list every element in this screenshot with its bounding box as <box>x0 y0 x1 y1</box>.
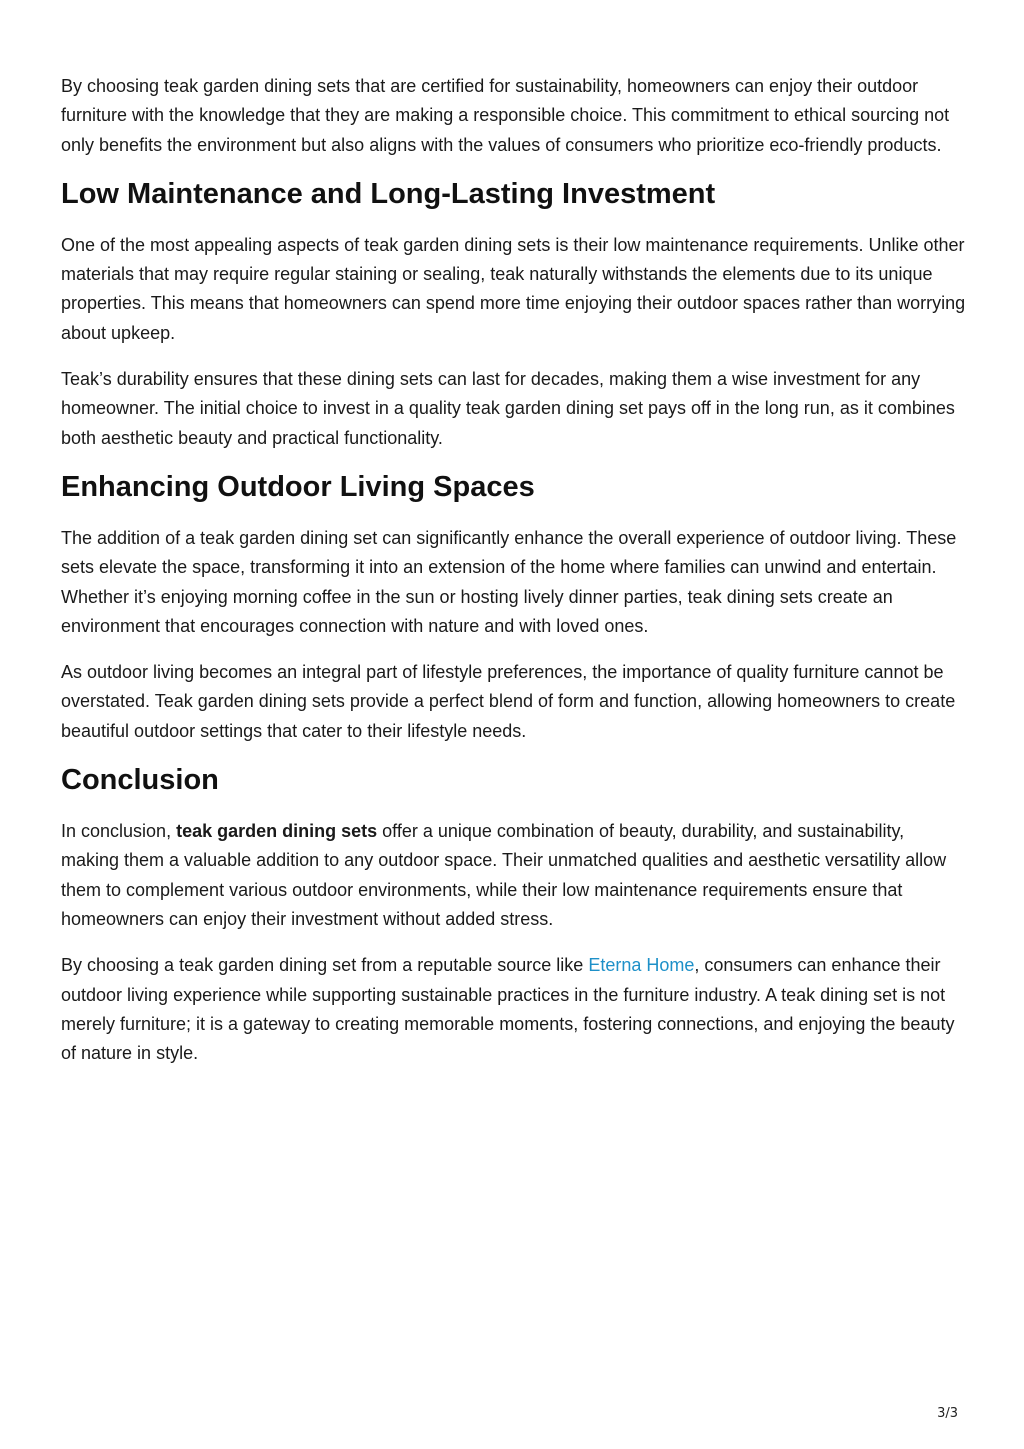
conclusion-p2-rest: , consumers can enhance their outdoor living experience while supporting sustainable practices in the furniture industry. A teak dining set is not merely furniture; it is a gateway to creating memorable moments, fostering connections, and enjoying the beauty of nature in style. <box>61 955 955 1064</box>
heading-outdoor-living: Enhancing Outdoor Living Spaces <box>61 470 535 503</box>
eterna-home-link[interactable]: Eterna Home <box>588 955 695 976</box>
heading-conclusion: Conclusion <box>61 764 219 797</box>
conclusion-p1-lead: In conclusion, <box>61 821 177 842</box>
outdoor-paragraph-1: The addition of a teak garden dining set can significantly enhance the overall experience of outdoor living. These sets elevate the space, transforming it into an extension of the home where families can unwind and entertain. Whether it’s enjoying morning coffee in the sun or hosting lively dinner parties, teak dining sets create an environment that encourages connection with nature and with loved ones. <box>61 527 957 636</box>
outdoor-paragraph-2: As outdoor living becomes an integral part of lifestyle preferences, the importance of quality furniture cannot be overstated. Teak garden dining sets provide a perfect blend of form and function, allowing homeowners to create beautiful outdoor settings that cater to their lifestyle needs. <box>61 662 956 741</box>
intro-paragraph: By choosing teak garden dining sets that are certified for sustainability, homeowners can enjoy their outdoor furniture with the knowledge that they are making a responsible choice. This commitment to ethical sourcing not only benefits the environment but also aligns with the values of consumers who prioritize eco-friendly products. <box>61 76 950 155</box>
maintenance-paragraph-1: One of the most appealing aspects of teak garden dining sets is their low maintenance requirements. Unlike other materials that may require regular staining or sealing, teak naturally withstands the elements due to its unique properties. This means that homeowners can spend more time enjoying their outdoor spaces rather than worrying about upkeep. <box>61 234 966 343</box>
conclusion-p1-rest: offer a unique combination of beauty, durability, and sustainability, making them a valuable addition to any outdoor space. Their unmatched qualities and aesthetic versatility allow them to complement various outdoor environments, while their low maintenance requirements ensure that homeowners can enjoy their investment without added stress. <box>61 821 947 929</box>
document-page <box>61 72 967 1085</box>
conclusion-p2-lead: By choosing a teak garden dining set from a reputable source like <box>61 955 589 976</box>
conclusion-paragraph-1 <box>61 817 967 934</box>
page-number: 3/3 <box>937 1406 958 1421</box>
conclusion-paragraph-2 <box>61 951 967 1068</box>
maintenance-paragraph-2: Teak’s durability ensures that these dining sets can last for decades, making them a wise investment for any homeowner. The initial choice to invest in a quality teak garden dining set pays off in the long run, as it combines both aesthetic beauty and practical functionality. <box>61 369 955 448</box>
heading-low-maintenance: Low Maintenance and Long-Lasting Investment <box>61 177 716 210</box>
conclusion-p1-bold-keyword: teak garden dining sets <box>176 821 378 842</box>
